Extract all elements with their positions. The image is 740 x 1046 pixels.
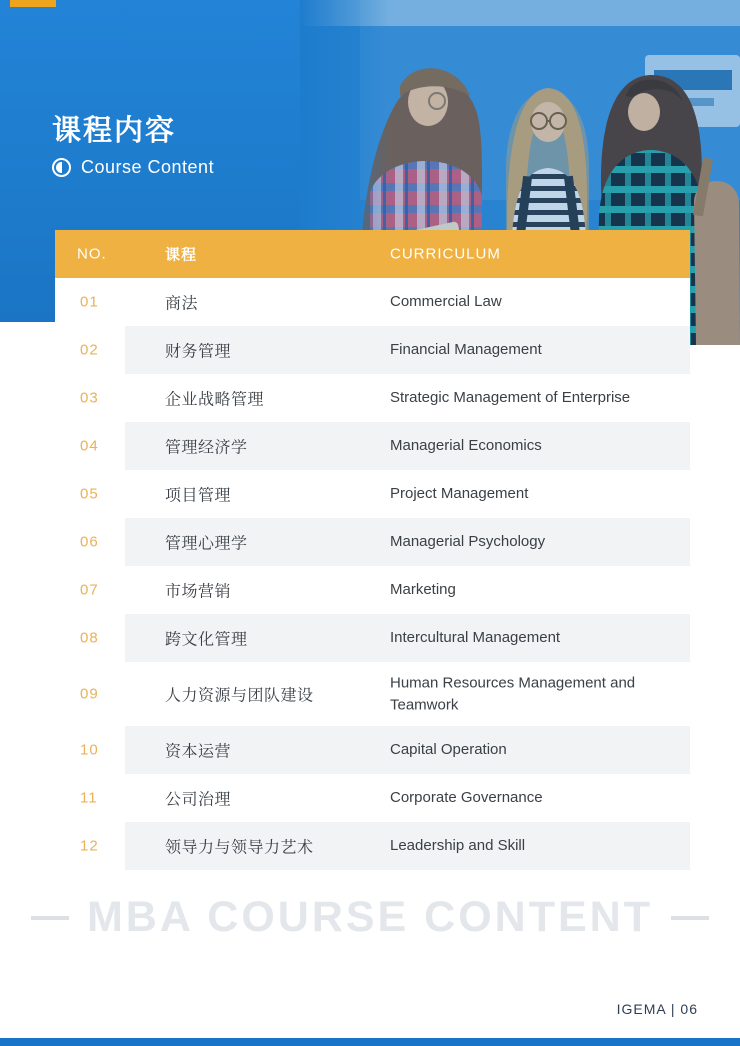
table-row — [55, 470, 690, 518]
page-title: 课程内容 — [52, 115, 177, 147]
course-zh: 企业战略管理 — [165, 391, 265, 409]
row-number: 05 — [80, 485, 99, 503]
course-en: Human Resources Management and Teamwork — [390, 674, 636, 713]
table-row — [55, 518, 690, 566]
watermark-text: MBA COURSE CONTENT — [86, 893, 653, 941]
course-en: Capital Operation — [390, 741, 507, 759]
course-en: Leadership and Skill — [390, 837, 526, 855]
row-number: 12 — [80, 837, 99, 855]
column-header-no: NO. — [77, 245, 107, 263]
course-en: Intercultural Management — [390, 629, 561, 647]
table-row — [55, 614, 690, 662]
course-zh: 公司治理 — [165, 791, 232, 809]
corner-accent-mark — [10, 0, 56, 7]
course-zh: 管理经济学 — [165, 439, 248, 457]
course-zh: 人力资源与团队建设 — [165, 687, 314, 705]
course-zh: 财务管理 — [165, 343, 232, 361]
course-zh: 商法 — [165, 295, 199, 313]
table-row — [55, 278, 690, 326]
course-en: Financial Management — [390, 341, 542, 359]
column-header-curriculum: CURRICULUM — [390, 245, 501, 263]
course-zh: 项目管理 — [165, 487, 232, 505]
row-number: 06 — [80, 533, 99, 551]
course-en: Corporate Governance — [390, 789, 543, 807]
course-en: Project Management — [390, 485, 529, 503]
row-number: 10 — [80, 741, 99, 759]
course-en: Marketing — [390, 581, 456, 599]
course-en: Commercial Law — [390, 293, 502, 311]
row-number: 03 — [80, 389, 99, 407]
course-en: Managerial Economics — [390, 437, 542, 455]
course-zh: 管理心理学 — [165, 535, 248, 553]
watermark-row — [0, 893, 740, 942]
watermark-left-dash — [31, 916, 69, 920]
row-number: 08 — [80, 629, 99, 647]
table-body — [55, 278, 690, 870]
course-en: Managerial Psychology — [390, 533, 546, 551]
course-en: Strategic Management of Enterprise — [390, 389, 631, 407]
table-row — [55, 422, 690, 470]
table-row — [55, 374, 690, 422]
row-number: 04 — [80, 437, 99, 455]
table-row — [55, 566, 690, 614]
table-row — [55, 774, 690, 822]
course-zh: 领导力与领导力艺术 — [165, 839, 314, 857]
row-number: 11 — [80, 789, 98, 807]
table-row — [55, 726, 690, 774]
course-table — [55, 230, 690, 870]
course-zh: 跨文化管理 — [165, 631, 248, 649]
course-zh: 市场营销 — [165, 583, 232, 601]
row-number: 02 — [80, 341, 99, 359]
table-row — [55, 662, 690, 726]
page-subtitle-row — [52, 157, 214, 178]
course-zh: 资本运营 — [165, 743, 232, 761]
half-circle-icon — [52, 158, 71, 177]
row-number: 07 — [80, 581, 99, 599]
page-footer: IGEMA | 06 — [616, 1001, 698, 1017]
page-subtitle: Course Content — [81, 157, 215, 177]
table-header — [55, 230, 690, 278]
row-number: 09 — [80, 685, 99, 703]
row-number: 01 — [80, 293, 99, 311]
watermark-right-dash — [671, 916, 709, 920]
table-row — [55, 822, 690, 870]
column-header-course: 课程 — [165, 246, 198, 264]
bottom-accent-bar — [0, 1038, 740, 1046]
table-row — [55, 326, 690, 374]
